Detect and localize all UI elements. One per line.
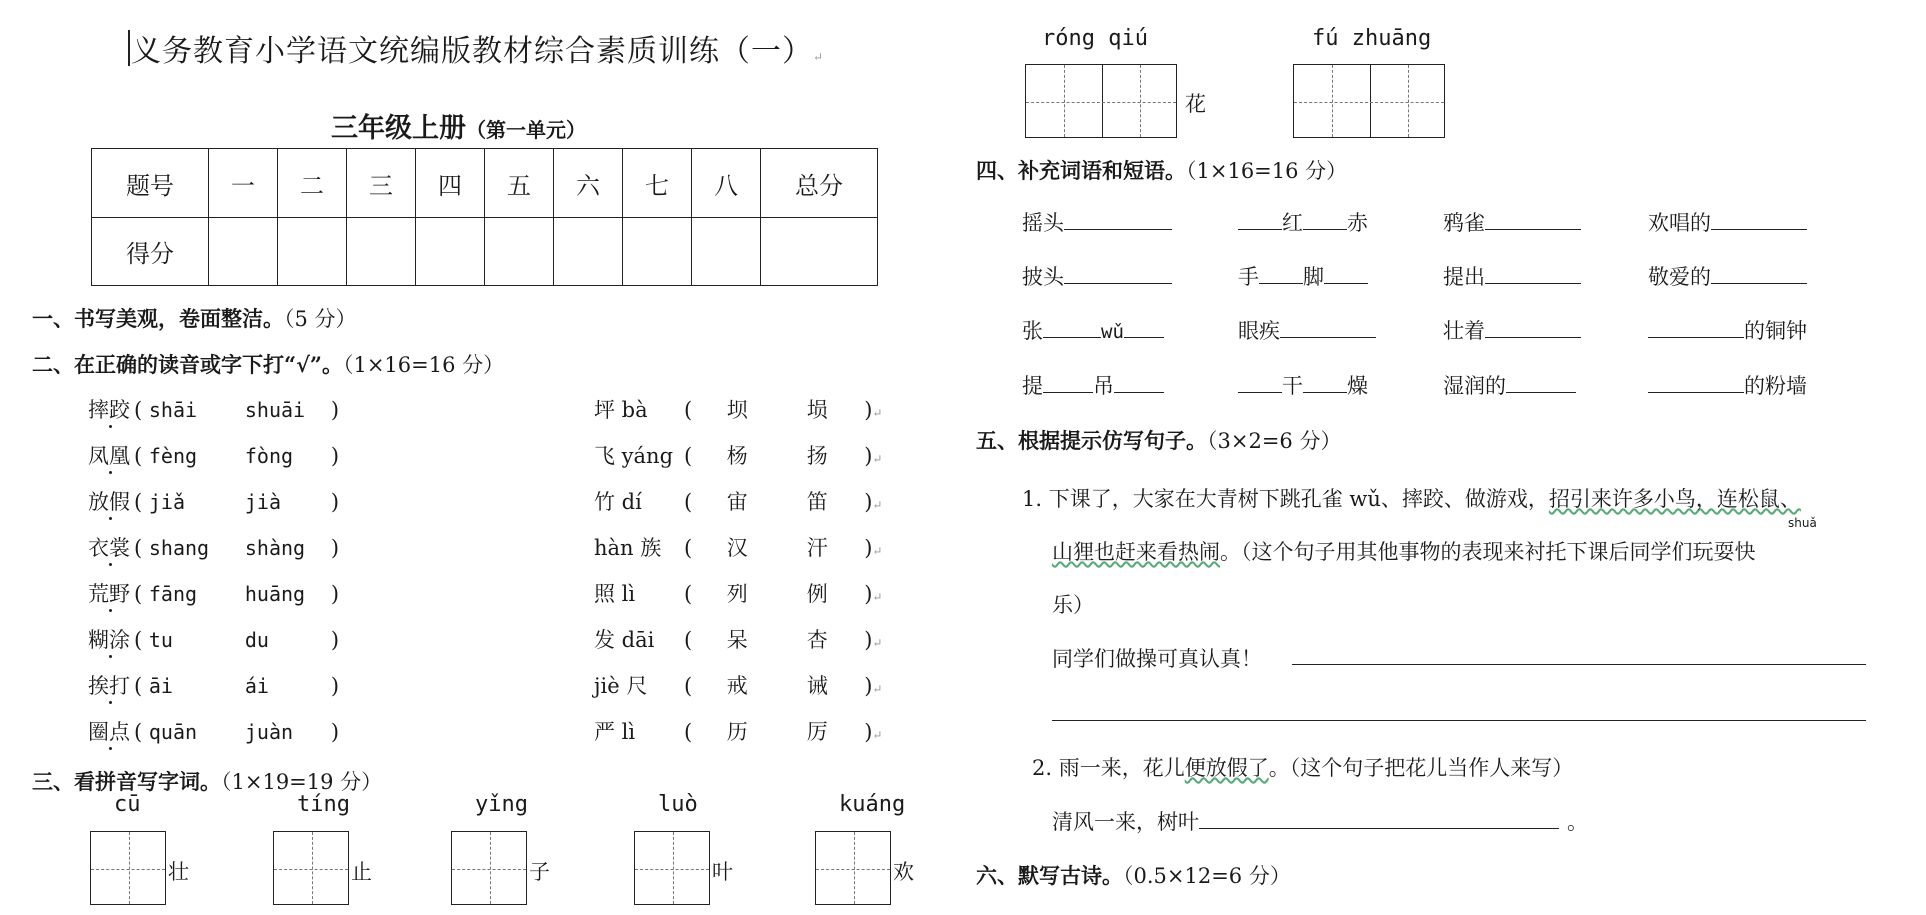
s2-right-item <box>594 532 882 562</box>
s4-row4-col1 <box>1022 370 1164 400</box>
score-row2-label: 得分 <box>92 218 209 286</box>
section1-score: （5 分） <box>284 307 357 331</box>
fill-blank[interactable] <box>1324 265 1368 284</box>
grid-divider <box>1102 65 1103 137</box>
s2-option-b[interactable]: jià <box>244 490 281 514</box>
writing-grid[interactable] <box>815 831 891 905</box>
s2-word: 圈点 <box>88 720 130 744</box>
s4-text: 摇头 <box>1022 211 1064 235</box>
fill-blank[interactable] <box>1303 211 1347 230</box>
s4-row2-col1 <box>1022 261 1172 291</box>
s2-paren-open: ( <box>684 398 693 422</box>
s2-paren-open: ( <box>684 628 693 652</box>
col-4: 四 <box>416 149 485 218</box>
s2-left-item <box>88 578 339 608</box>
s2-option-b[interactable]: 例 <box>806 582 828 606</box>
s4-row2-col4 <box>1648 261 1807 291</box>
s4-text: 手 <box>1238 265 1259 289</box>
col-7: 七 <box>623 149 692 218</box>
s2-right-item <box>594 578 882 608</box>
s2-option-b[interactable]: huāng <box>244 582 306 606</box>
fill-blank[interactable] <box>1485 265 1581 284</box>
section5-title: 五、根据提示仿写句子。 <box>976 428 1207 453</box>
s3-suffix: 欢 <box>893 860 914 884</box>
col-3: 三 <box>347 149 416 218</box>
grid-guide <box>1140 65 1141 137</box>
s4-text: 红 <box>1282 211 1303 235</box>
grid-guide <box>129 832 130 904</box>
s4-text: 张 <box>1022 319 1043 343</box>
s3-pinyin: cū <box>114 792 141 817</box>
s2-option-b[interactable]: 诫 <box>806 674 828 698</box>
writing-grid[interactable] <box>1025 64 1177 138</box>
s3-suffix: 花 <box>1185 92 1206 116</box>
s2-left-item <box>88 394 339 424</box>
paragraph-mark: ↵ <box>872 406 883 420</box>
s2-option-a[interactable]: 列 <box>726 582 748 606</box>
fill-blank[interactable] <box>1043 374 1093 393</box>
fill-blank[interactable] <box>1648 319 1744 338</box>
s2-paren-close: ) <box>330 398 340 422</box>
s2-word: 发 dāi <box>594 628 655 652</box>
s2-option-a[interactable]: shang <box>148 536 210 560</box>
s2-paren-open: ( <box>684 674 693 698</box>
ruby-pinyin: shuǎ <box>1788 516 1817 530</box>
section2-title: 二、在正确的读音或字下打“√”。 <box>32 352 343 377</box>
score-table-score-row <box>92 218 878 286</box>
grid-guide <box>91 869 165 870</box>
s3-suffix: 叶 <box>712 860 733 884</box>
s4-text: 敬爱的 <box>1648 265 1711 289</box>
title-text: 义务教育小学语文统编版教材综合素质训练（一） <box>131 34 813 69</box>
grid-guide <box>1026 102 1176 103</box>
s2-paren-close: ) <box>864 536 873 560</box>
s5-text: 1. 下课了，大家在大青树下跳孔雀 wǔ、摔跤、做游戏， <box>1022 487 1549 511</box>
score-row1-label: 题号 <box>92 149 209 218</box>
paragraph-mark: ↵ <box>872 590 883 604</box>
s2-word: 飞 yáng <box>594 444 674 468</box>
section6-score: （0.5×12=6 分） <box>1123 864 1291 888</box>
score-cell[interactable] <box>623 218 692 286</box>
s4-text: 提出 <box>1443 265 1485 289</box>
s2-word: 放假 <box>88 490 130 514</box>
grid-guide <box>274 869 348 870</box>
s2-option-a[interactable]: 汉 <box>726 536 748 560</box>
score-cell[interactable] <box>347 218 416 286</box>
s2-paren-open: ( <box>684 444 693 468</box>
grid-divider <box>1370 65 1371 137</box>
s2-right-item <box>594 486 882 516</box>
s2-paren-open: ( <box>684 582 693 606</box>
s5-q1-prompt: 同学们做操可真认真！ <box>1052 647 1262 671</box>
fill-blank[interactable] <box>1199 810 1559 829</box>
s2-option-b[interactable]: shàng <box>244 536 306 560</box>
s4-row2-col2 <box>1238 261 1368 291</box>
s2-paren-close: ) <box>330 674 340 698</box>
s4-row3-col3 <box>1443 315 1581 345</box>
fill-blank[interactable] <box>1485 319 1581 338</box>
paragraph-mark: ↵ <box>872 728 883 742</box>
paragraph-mark: ↵ <box>872 452 883 466</box>
s2-option-a[interactable]: āi <box>148 674 173 698</box>
s2-option-a[interactable]: 历 <box>726 720 748 744</box>
s5-q2-line <box>1032 752 1573 782</box>
fill-blank[interactable] <box>1303 374 1347 393</box>
s2-word: 摔跤 <box>88 398 130 422</box>
section2-score: （1×16=16 分） <box>342 353 505 377</box>
s2-paren-close: ) <box>864 720 873 744</box>
s3-pinyin: tíng <box>297 792 350 817</box>
grid-guide <box>1408 65 1409 137</box>
section3-score: （1×19=19 分） <box>221 770 383 794</box>
s4-row1-col1 <box>1022 207 1172 237</box>
s2-word: hàn 族 <box>594 536 662 560</box>
writing-grid[interactable] <box>1293 64 1445 138</box>
s2-option-a[interactable]: quān <box>148 720 198 744</box>
section1-title: 一、书写美观，卷面整洁。 <box>32 306 284 331</box>
s4-text: 吊 <box>1093 374 1114 398</box>
score-cell[interactable] <box>209 218 278 286</box>
s2-option-b[interactable]: shuāi <box>244 398 306 422</box>
s2-option-b[interactable]: juàn <box>244 720 294 744</box>
fill-blank[interactable] <box>1648 374 1744 393</box>
s2-paren-close: ) <box>330 628 340 652</box>
s5-underlined-text: 便放假了 <box>1184 756 1269 780</box>
s2-option-a[interactable]: 宙 <box>726 490 748 514</box>
s2-right-item <box>594 440 882 470</box>
paragraph-mark: ↵ <box>872 682 883 696</box>
s5-underlined-text: 山狸也赶来看热闹 <box>1052 540 1220 564</box>
s4-row2-col3 <box>1443 261 1581 291</box>
s2-left-item <box>88 670 339 700</box>
s4-row4-col3 <box>1443 370 1576 400</box>
s3-pinyin: kuáng <box>839 792 906 817</box>
writing-grid[interactable] <box>451 831 527 905</box>
s2-paren-close: ) <box>330 720 340 744</box>
s5-q1-line3: 乐） <box>1052 593 1094 617</box>
s2-option-b[interactable]: fòng <box>244 444 294 468</box>
grid-guide <box>312 832 313 904</box>
fill-blank[interactable] <box>1506 374 1576 393</box>
col-total: 总分 <box>761 149 878 218</box>
fill-blank[interactable] <box>1238 211 1282 230</box>
s2-option-a[interactable]: fāng <box>148 582 198 606</box>
section4-title: 四、补充词语和短语。 <box>976 158 1186 183</box>
col-5: 五 <box>485 149 554 218</box>
s2-paren-close: ) <box>330 490 340 514</box>
s2-paren-close: ) <box>864 674 873 698</box>
s5-q1-answer-line[interactable] <box>1292 644 1866 665</box>
s5-text: 。 <box>1567 810 1588 834</box>
s4-row4-col4 <box>1648 370 1807 400</box>
s2-option-a[interactable]: 呆 <box>726 628 748 652</box>
s2-option-a[interactable]: jiǎ <box>148 490 185 514</box>
grid-guide <box>1332 65 1333 137</box>
col-8: 八 <box>692 149 761 218</box>
col-2: 二 <box>278 149 347 218</box>
s2-paren-close: ) <box>864 628 873 652</box>
s2-left-item <box>88 440 339 470</box>
s5-q1-line1 <box>1022 483 1801 513</box>
s4-row1-col4 <box>1648 207 1807 237</box>
s3-suffix: 止 <box>351 860 372 884</box>
section6-title: 六、默写古诗。 <box>976 863 1123 888</box>
s2-word: 挨打 <box>88 674 130 698</box>
grid-guide <box>452 869 526 870</box>
s4-text: 壮着 <box>1443 319 1485 343</box>
s2-paren-open: ( <box>134 536 149 560</box>
s2-option-b[interactable]: 厉 <box>806 720 828 744</box>
s2-word: 糊涂 <box>88 628 130 652</box>
s4-row3-col1 <box>1022 315 1164 345</box>
fill-blank[interactable] <box>1064 211 1172 230</box>
s2-option-a[interactable]: 坝 <box>726 398 748 422</box>
s2-option-a[interactable]: 戒 <box>726 674 748 698</box>
grid-guide <box>854 832 855 904</box>
s3-suffix: 子 <box>529 860 550 884</box>
s2-option-a[interactable]: shāi <box>148 398 198 422</box>
s2-option-b[interactable]: 埙 <box>806 398 828 422</box>
s4-row1-col2 <box>1238 207 1368 237</box>
s5-q2-prompt <box>1052 806 1588 836</box>
fill-blank[interactable] <box>1485 211 1581 230</box>
fill-blank[interactable] <box>1124 319 1164 338</box>
grid-guide <box>1294 102 1444 103</box>
score-cell[interactable] <box>278 218 347 286</box>
fill-blank[interactable] <box>1259 265 1303 284</box>
col-1: 一 <box>209 149 278 218</box>
section6-heading <box>976 860 1291 890</box>
s4-pinyin: wǔ <box>1101 321 1124 343</box>
s4-row1-col3 <box>1443 207 1581 237</box>
grid-guide <box>490 832 491 904</box>
s3-pinyin: luò <box>658 792 698 817</box>
paragraph-mark: ↵ <box>813 50 825 64</box>
s2-right-item <box>594 716 882 746</box>
s2-option-b[interactable]: 扬 <box>806 444 828 468</box>
section3-title: 三、看拼音写字词。 <box>32 769 221 794</box>
s2-word: 照 lì <box>594 582 636 606</box>
writing-grid[interactable] <box>90 831 166 905</box>
s5-text: 。（这个句子用其他事物的表现来衬托下课后同学们玩耍快 <box>1220 540 1756 564</box>
fill-blank[interactable] <box>1238 374 1282 393</box>
writing-grid[interactable] <box>273 831 349 905</box>
s2-left-item <box>88 532 339 562</box>
s4-text: 的粉墙 <box>1744 374 1807 398</box>
s2-paren-open: ( <box>134 444 149 468</box>
s2-paren-close: ) <box>330 536 340 560</box>
s2-option-b[interactable]: 杏 <box>806 628 828 652</box>
s2-option-a[interactable]: 杨 <box>726 444 748 468</box>
s4-text: 披头 <box>1022 265 1064 289</box>
s2-option-b[interactable]: du <box>244 628 269 652</box>
s4-row3-col2 <box>1238 315 1376 345</box>
score-cell[interactable] <box>554 218 623 286</box>
s2-paren-close: ) <box>864 490 873 514</box>
s2-word: 坪 bà <box>594 398 648 422</box>
s2-left-item <box>88 624 339 654</box>
score-cell[interactable] <box>692 218 761 286</box>
s2-paren-open: ( <box>684 720 693 744</box>
section1-heading <box>32 303 357 333</box>
fill-blank[interactable] <box>1043 319 1101 338</box>
s2-paren-open: ( <box>134 720 149 744</box>
text-cursor <box>128 30 130 66</box>
s4-row4-col2 <box>1238 370 1368 400</box>
s4-text: 鸦雀 <box>1443 211 1485 235</box>
s2-right-item <box>594 394 882 424</box>
grade-text: 三年级上册 <box>331 113 466 144</box>
section4-heading <box>976 155 1347 185</box>
s2-left-item <box>88 716 339 746</box>
paragraph-mark: ↵ <box>872 498 883 512</box>
s2-option-b[interactable]: 汗 <box>806 536 828 560</box>
fill-blank[interactable] <box>1711 211 1807 230</box>
s2-option-b[interactable]: 笛 <box>806 490 828 514</box>
s3-pinyin: yǐng <box>475 792 528 817</box>
s4-row3-col4 <box>1648 315 1807 345</box>
s2-right-item <box>594 624 882 654</box>
s2-paren-close: ) <box>864 582 873 606</box>
s2-right-item <box>594 670 882 700</box>
s2-paren-close: ) <box>864 398 873 422</box>
grade-heading <box>331 106 586 145</box>
grid-guide <box>816 869 890 870</box>
score-cell[interactable] <box>416 218 485 286</box>
s4-text: 的铜钟 <box>1744 319 1807 343</box>
s4-text: 眼疾 <box>1238 319 1280 343</box>
s3-suffix: 壮 <box>168 860 189 884</box>
writing-grid[interactable] <box>634 831 710 905</box>
s4-text: 脚 <box>1303 265 1324 289</box>
s5-text: 2. 雨一来，花儿 <box>1032 756 1185 780</box>
s2-word: 荒野 <box>88 582 130 606</box>
s2-paren-open: ( <box>684 490 693 514</box>
s2-paren-open: ( <box>134 398 149 422</box>
grid-guide <box>635 869 709 870</box>
s5-q1-line2 <box>1052 536 1756 566</box>
s2-word: 竹 dí <box>594 490 642 514</box>
s5-q1-answer-line2[interactable] <box>1052 700 1866 721</box>
s2-option-a[interactable]: tu <box>148 628 173 652</box>
s4-text: 干 <box>1282 374 1303 398</box>
s2-word: 衣裳 <box>88 536 130 560</box>
s2-word: 凤凰 <box>88 444 130 468</box>
grid-guide <box>673 832 674 904</box>
fill-blank[interactable] <box>1114 374 1164 393</box>
s2-paren-open: ( <box>134 490 149 514</box>
section2-heading <box>32 349 504 379</box>
s5-text: 。（这个句子把花儿当作人来写） <box>1268 756 1574 780</box>
s4-text: 欢唱的 <box>1648 211 1711 235</box>
unit-text: （第一单元） <box>466 118 586 142</box>
s4-text: 湿润的 <box>1443 374 1506 398</box>
col-6: 六 <box>554 149 623 218</box>
s2-paren-open: ( <box>684 536 693 560</box>
s4-text: 燥 <box>1347 374 1368 398</box>
s3-pinyin: róng qiú <box>1042 26 1148 51</box>
score-cell[interactable] <box>485 218 554 286</box>
paragraph-mark: ↵ <box>872 636 883 650</box>
fill-blank[interactable] <box>1064 265 1172 284</box>
s2-option-a[interactable]: fèng <box>148 444 198 468</box>
s2-word: 严 lì <box>594 720 636 744</box>
score-cell[interactable] <box>761 218 878 286</box>
document-title <box>131 26 824 70</box>
grid-guide <box>1064 65 1065 137</box>
s2-paren-open: ( <box>134 674 149 698</box>
s2-paren-open: ( <box>134 628 149 652</box>
s5-underlined-text: 招引来许多小鸟，连松鼠、 <box>1548 487 1801 511</box>
s2-left-item <box>88 486 339 516</box>
fill-blank[interactable] <box>1280 319 1376 338</box>
section5-heading <box>976 425 1341 455</box>
section4-score: （1×16=16 分） <box>1186 159 1348 183</box>
s2-paren-open: ( <box>134 582 149 606</box>
s4-text: 赤 <box>1347 211 1368 235</box>
s2-word: jiè 尺 <box>594 674 648 698</box>
score-table-header-row <box>92 149 878 218</box>
section5-score: （3×2=6 分） <box>1207 429 1342 453</box>
s2-paren-close: ) <box>330 444 340 468</box>
s3-pinyin: fú zhuāng <box>1312 26 1432 51</box>
s5-text: 清风一来，树叶 <box>1052 810 1199 834</box>
s2-paren-close: ) <box>330 582 340 606</box>
score-table <box>91 148 878 286</box>
s2-paren-close: ) <box>864 444 873 468</box>
s4-text: 提 <box>1022 374 1043 398</box>
fill-blank[interactable] <box>1711 265 1807 284</box>
paragraph-mark: ↵ <box>872 544 883 558</box>
s2-option-b[interactable]: ái <box>244 674 269 698</box>
